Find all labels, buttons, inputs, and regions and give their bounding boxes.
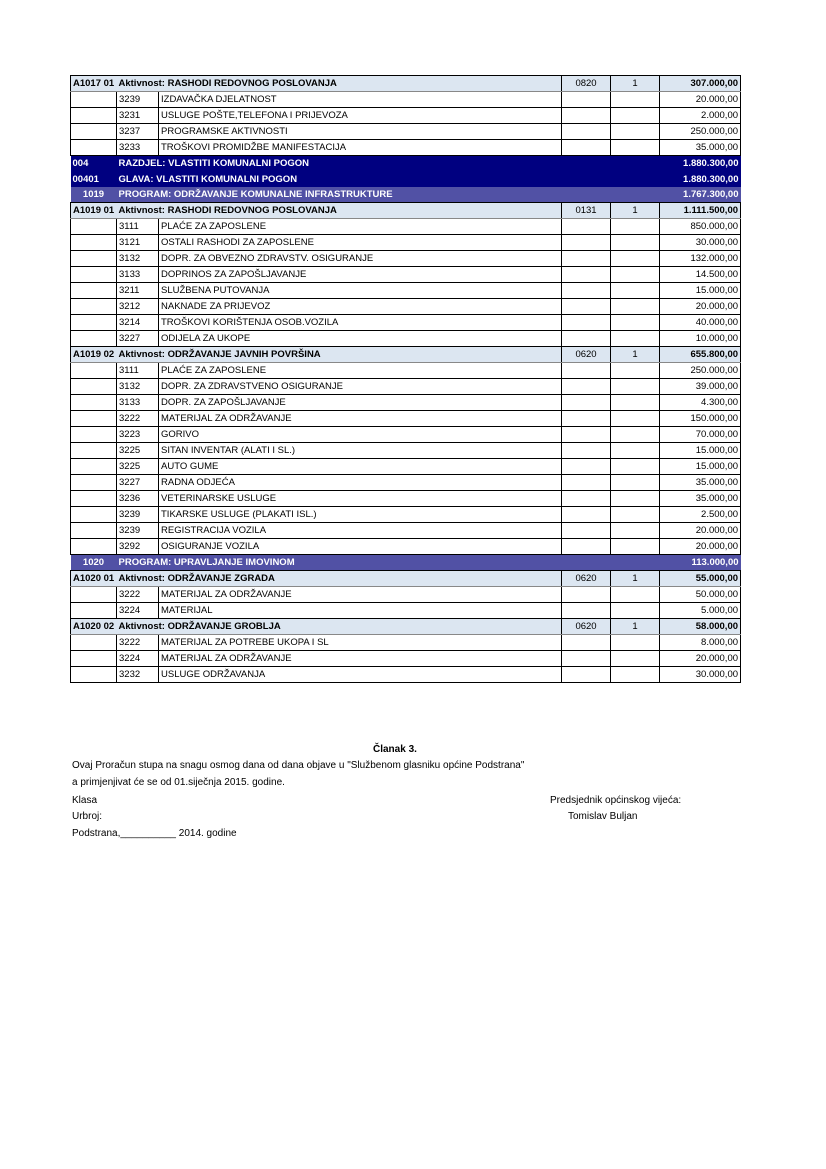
item-label: REGISTRACIJA VOZILA	[159, 523, 562, 539]
table-row-item	[71, 235, 741, 251]
item-label: USLUGE ODRŽAVANJA	[159, 667, 562, 683]
empty-cell	[611, 108, 660, 124]
empty-cell	[611, 315, 660, 331]
empty-cell	[71, 667, 117, 683]
empty-cell	[611, 603, 660, 619]
account-code: 3233	[117, 140, 159, 156]
empty-cell	[71, 443, 117, 459]
empty-cell	[611, 363, 660, 379]
empty-cell	[562, 411, 611, 427]
source-code: 1	[611, 76, 660, 92]
item-amount: 14.500,00	[660, 267, 741, 283]
activity-label: Aktivnost: ODRŽAVANJE GROBLJA	[117, 619, 562, 635]
table-row-program	[71, 555, 741, 571]
empty-cell	[611, 219, 660, 235]
account-code: 3111	[117, 363, 159, 379]
account-code: 3223	[117, 427, 159, 443]
empty-cell	[71, 395, 117, 411]
table-row-item	[71, 651, 741, 667]
activity-code: A1019 02	[71, 347, 117, 363]
account-code: 3239	[117, 523, 159, 539]
item-amount: 20.000,00	[660, 523, 741, 539]
empty-cell	[611, 140, 660, 156]
table-row-item	[71, 251, 741, 267]
item-amount: 150.000,00	[660, 411, 741, 427]
empty-cell	[71, 267, 117, 283]
item-amount: 20.000,00	[660, 539, 741, 555]
item-amount: 15.000,00	[660, 459, 741, 475]
table-row-item	[71, 443, 741, 459]
account-code: 3133	[117, 267, 159, 283]
empty-cell	[71, 92, 117, 108]
razdjel-code: 004	[71, 156, 117, 172]
item-label: DOPR. ZA ZDRAVSTVENO OSIGURANJE	[159, 379, 562, 395]
item-amount: 4.300,00	[660, 395, 741, 411]
empty-cell	[562, 219, 611, 235]
item-label: TROŠKOVI KORIŠTENJA OSOB.VOZILA	[159, 315, 562, 331]
function-code: 0820	[562, 76, 611, 92]
item-amount: 35.000,00	[660, 491, 741, 507]
empty-cell	[611, 395, 660, 411]
empty-cell	[611, 443, 660, 459]
account-code: 3121	[117, 235, 159, 251]
item-amount: 30.000,00	[660, 235, 741, 251]
glava-amount: 1.880.300,00	[660, 171, 741, 187]
budget-table-body	[71, 76, 741, 683]
empty-cell	[71, 283, 117, 299]
account-code: 3212	[117, 299, 159, 315]
item-amount: 20.000,00	[660, 651, 741, 667]
item-label: OSTALI RASHODI ZA ZAPOSLENE	[159, 235, 562, 251]
item-amount: 30.000,00	[660, 667, 741, 683]
empty-cell	[71, 363, 117, 379]
empty-cell	[562, 124, 611, 140]
empty-cell	[71, 331, 117, 347]
table-row-item	[71, 299, 741, 315]
program-code: 1020	[71, 555, 117, 571]
empty-cell	[562, 299, 611, 315]
empty-cell	[562, 603, 611, 619]
table-row-item	[71, 635, 741, 651]
item-label: USLUGE POŠTE,TELEFONA I PRIJEVOZA	[159, 108, 562, 124]
account-code: 3132	[117, 251, 159, 267]
empty-cell	[562, 491, 611, 507]
empty-cell	[611, 124, 660, 140]
empty-cell	[562, 651, 611, 667]
table-row-item	[71, 427, 741, 443]
item-amount: 15.000,00	[660, 443, 741, 459]
table-row-item	[71, 603, 741, 619]
function-code: 0620	[562, 347, 611, 363]
table-row-item	[71, 315, 741, 331]
table-row-activity	[71, 571, 741, 587]
empty-cell	[611, 507, 660, 523]
table-row-item	[71, 140, 741, 156]
article-title: Članak 3.	[373, 744, 417, 755]
empty-cell	[611, 427, 660, 443]
empty-cell	[562, 363, 611, 379]
empty-cell	[562, 427, 611, 443]
table-row-item	[71, 219, 741, 235]
table-row-item	[71, 523, 741, 539]
empty-cell	[71, 603, 117, 619]
empty-cell	[611, 379, 660, 395]
activity-amount: 307.000,00	[660, 76, 741, 92]
item-label: GORIVO	[159, 427, 562, 443]
source-code: 1	[611, 619, 660, 635]
razdjel-amount: 1.880.300,00	[660, 156, 741, 172]
empty-cell	[562, 395, 611, 411]
item-label: MATERIJAL ZA POTREBE UKOPA I SL	[159, 635, 562, 651]
empty-cell	[71, 219, 117, 235]
function-code: 0620	[562, 619, 611, 635]
account-code: 3222	[117, 411, 159, 427]
empty-cell	[71, 108, 117, 124]
account-code: 3224	[117, 603, 159, 619]
empty-cell	[71, 587, 117, 603]
table-row-item	[71, 108, 741, 124]
table-row-item	[71, 587, 741, 603]
item-amount: 20.000,00	[660, 92, 741, 108]
item-label: IZDAVAČKA DJELATNOST	[159, 92, 562, 108]
program-amount: 113.000,00	[660, 555, 741, 571]
activity-label: Aktivnost: RASHODI REDOVNOG POSLOVANJA	[117, 76, 562, 92]
empty-cell	[562, 635, 611, 651]
account-code: 3227	[117, 475, 159, 491]
item-label: MATERIJAL	[159, 603, 562, 619]
account-code: 3239	[117, 92, 159, 108]
item-label: DOPR. ZA OBVEZNO ZDRAVSTV. OSIGURANJE	[159, 251, 562, 267]
item-amount: 2.500,00	[660, 507, 741, 523]
item-amount: 8.000,00	[660, 635, 741, 651]
empty-cell	[611, 92, 660, 108]
table-row-item	[71, 363, 741, 379]
function-code: 0131	[562, 203, 611, 219]
empty-cell	[562, 251, 611, 267]
activity-amount: 55.000,00	[660, 571, 741, 587]
table-row-glava	[71, 171, 741, 187]
empty-cell	[71, 427, 117, 443]
table-row-activity	[71, 203, 741, 219]
empty-cell	[562, 235, 611, 251]
place-date: Podstrana,__________ 2014. godine	[72, 828, 237, 839]
empty-cell	[71, 411, 117, 427]
account-code: 3133	[117, 395, 159, 411]
program-code: 1019	[71, 187, 117, 203]
account-code: 3214	[117, 315, 159, 331]
item-label: ODIJELA ZA UKOPE	[159, 331, 562, 347]
table-row-item	[71, 507, 741, 523]
activity-code: A1019 01	[71, 203, 117, 219]
item-amount: 70.000,00	[660, 427, 741, 443]
item-label: DOPRINOS ZA ZAPOŠLJAVANJE	[159, 267, 562, 283]
item-label: RADNA ODJEĆA	[159, 475, 562, 491]
item-amount: 35.000,00	[660, 140, 741, 156]
source-code: 1	[611, 203, 660, 219]
item-label: MATERIJAL ZA ODRŽAVANJE	[159, 587, 562, 603]
item-label: PROGRAMSKE AKTIVNOSTI	[159, 124, 562, 140]
table-row-item	[71, 459, 741, 475]
empty-cell	[71, 459, 117, 475]
table-row-item	[71, 283, 741, 299]
empty-cell	[71, 235, 117, 251]
item-amount: 10.000,00	[660, 331, 741, 347]
activity-amount: 58.000,00	[660, 619, 741, 635]
function-code: 0620	[562, 571, 611, 587]
empty-cell	[611, 267, 660, 283]
item-label: PLAĆE ZA ZAPOSLENE	[159, 219, 562, 235]
item-label: TIKARSKE USLUGE (PLAKATI ISL.)	[159, 507, 562, 523]
empty-cell	[611, 235, 660, 251]
empty-cell	[611, 459, 660, 475]
empty-cell	[71, 491, 117, 507]
item-amount: 35.000,00	[660, 475, 741, 491]
empty-cell	[562, 443, 611, 459]
account-code: 3237	[117, 124, 159, 140]
glava-code: 00401	[71, 171, 117, 187]
empty-cell	[611, 299, 660, 315]
empty-cell	[562, 587, 611, 603]
account-code: 3211	[117, 283, 159, 299]
account-code: 3231	[117, 108, 159, 124]
empty-cell	[562, 140, 611, 156]
klasa-label: Klasa	[72, 795, 98, 806]
account-code: 3222	[117, 635, 159, 651]
program-amount: 1.767.300,00	[660, 187, 741, 203]
razdjel-label: RAZDJEL: VLASTITI KOMUNALNI POGON	[117, 156, 660, 172]
empty-cell	[562, 331, 611, 347]
activity-code: A1017 01	[71, 76, 117, 92]
empty-cell	[71, 635, 117, 651]
signature-title: Predsjednik općinskog vijeća:	[550, 795, 682, 806]
account-code: 3232	[117, 667, 159, 683]
empty-cell	[611, 635, 660, 651]
account-code: 3222	[117, 587, 159, 603]
item-amount: 250.000,00	[660, 363, 741, 379]
empty-cell	[611, 539, 660, 555]
item-label: OSIGURANJE VOZILA	[159, 539, 562, 555]
empty-cell	[71, 507, 117, 523]
empty-cell	[611, 475, 660, 491]
empty-cell	[611, 651, 660, 667]
table-row-activity	[71, 76, 741, 92]
account-code: 3236	[117, 491, 159, 507]
empty-cell	[562, 459, 611, 475]
item-label: MATERIJAL ZA ODRŽAVANJE	[159, 651, 562, 667]
empty-cell	[71, 251, 117, 267]
activity-label: Aktivnost: RASHODI REDOVNOG POSLOVANJA	[117, 203, 562, 219]
account-code: 3227	[117, 331, 159, 347]
empty-cell	[611, 411, 660, 427]
item-amount: 132.000,00	[660, 251, 741, 267]
signature-name: Tomislav Buljan	[568, 811, 638, 822]
empty-cell	[611, 283, 660, 299]
empty-cell	[562, 523, 611, 539]
glava-label: GLAVA: VLASTITI KOMUNALNI POGON	[117, 171, 660, 187]
article-text-line-2: a primjenjivat će se od 01.siječnja 2015. godine.	[72, 777, 285, 788]
empty-cell	[562, 283, 611, 299]
empty-cell	[611, 587, 660, 603]
table-row-item	[71, 379, 741, 395]
empty-cell	[71, 523, 117, 539]
account-code: 3239	[117, 507, 159, 523]
account-code: 3225	[117, 459, 159, 475]
account-code: 3224	[117, 651, 159, 667]
item-amount: 20.000,00	[660, 299, 741, 315]
table-row-item	[71, 475, 741, 491]
table-row-item	[71, 331, 741, 347]
activity-amount: 655.800,00	[660, 347, 741, 363]
program-label: PROGRAM: UPRAVLJANJE IMOVINOM	[117, 555, 660, 571]
table-row-item	[71, 491, 741, 507]
item-label: SITAN INVENTAR (ALATI I SL.)	[159, 443, 562, 459]
item-amount: 5.000,00	[660, 603, 741, 619]
table-row-item	[71, 92, 741, 108]
empty-cell	[562, 507, 611, 523]
urbroj-label: Urbroj:	[72, 811, 103, 822]
item-amount: 850.000,00	[660, 219, 741, 235]
item-amount: 50.000,00	[660, 587, 741, 603]
source-code: 1	[611, 571, 660, 587]
empty-cell	[71, 124, 117, 140]
table-row-razdjel	[71, 156, 741, 172]
empty-cell	[71, 140, 117, 156]
empty-cell	[562, 379, 611, 395]
item-label: MATERIJAL ZA ODRŽAVANJE	[159, 411, 562, 427]
item-amount: 2.000,00	[660, 108, 741, 124]
empty-cell	[562, 667, 611, 683]
item-amount: 40.000,00	[660, 315, 741, 331]
empty-cell	[71, 379, 117, 395]
item-label: DOPR. ZA ZAPOŠLJAVANJE	[159, 395, 562, 411]
program-label: PROGRAM: ODRŽAVANJE KOMUNALNE INFRASTRUKTURE	[117, 187, 660, 203]
item-label: PLAĆE ZA ZAPOSLENE	[159, 363, 562, 379]
empty-cell	[562, 539, 611, 555]
activity-code: A1020 02	[71, 619, 117, 635]
item-amount: 39.000,00	[660, 379, 741, 395]
table-row-item	[71, 667, 741, 683]
empty-cell	[562, 92, 611, 108]
article-text-line-1: Ovaj Proračun stupa na snagu osmog dana od dana objave u "Službenom glasniku općine Podstrana"	[72, 760, 525, 771]
item-label: AUTO GUME	[159, 459, 562, 475]
empty-cell	[611, 667, 660, 683]
empty-cell	[611, 491, 660, 507]
item-amount: 250.000,00	[660, 124, 741, 140]
table-row-item	[71, 411, 741, 427]
empty-cell	[562, 315, 611, 331]
item-amount: 15.000,00	[660, 283, 741, 299]
empty-cell	[611, 251, 660, 267]
account-code: 3132	[117, 379, 159, 395]
empty-cell	[71, 651, 117, 667]
empty-cell	[71, 539, 117, 555]
table-row-item	[71, 395, 741, 411]
empty-cell	[71, 475, 117, 491]
item-label: VETERINARSKE USLUGE	[159, 491, 562, 507]
source-code: 1	[611, 347, 660, 363]
empty-cell	[71, 315, 117, 331]
table-row-program	[71, 187, 741, 203]
table-row-item	[71, 539, 741, 555]
empty-cell	[611, 523, 660, 539]
item-label: SLUŽBENA PUTOVANJA	[159, 283, 562, 299]
table-row-activity	[71, 619, 741, 635]
account-code: 3225	[117, 443, 159, 459]
empty-cell	[562, 475, 611, 491]
empty-cell	[71, 299, 117, 315]
item-label: TROŠKOVI PROMIDŽBE MANIFESTACIJA	[159, 140, 562, 156]
activity-label: Aktivnost: ODRŽAVANJE ZGRADA	[117, 571, 562, 587]
empty-cell	[562, 267, 611, 283]
budget-table	[70, 75, 741, 683]
account-code: 3292	[117, 539, 159, 555]
activity-amount: 1.111.500,00	[660, 203, 741, 219]
item-label: NAKNADE ZA PRIJEVOZ	[159, 299, 562, 315]
activity-code: A1020 01	[71, 571, 117, 587]
table-row-item	[71, 267, 741, 283]
activity-label: Aktivnost: ODRŽAVANJE JAVNIH POVRŠINA	[117, 347, 562, 363]
table-row-activity	[71, 347, 741, 363]
empty-cell	[562, 108, 611, 124]
empty-cell	[611, 331, 660, 347]
table-row-item	[71, 124, 741, 140]
account-code: 3111	[117, 219, 159, 235]
